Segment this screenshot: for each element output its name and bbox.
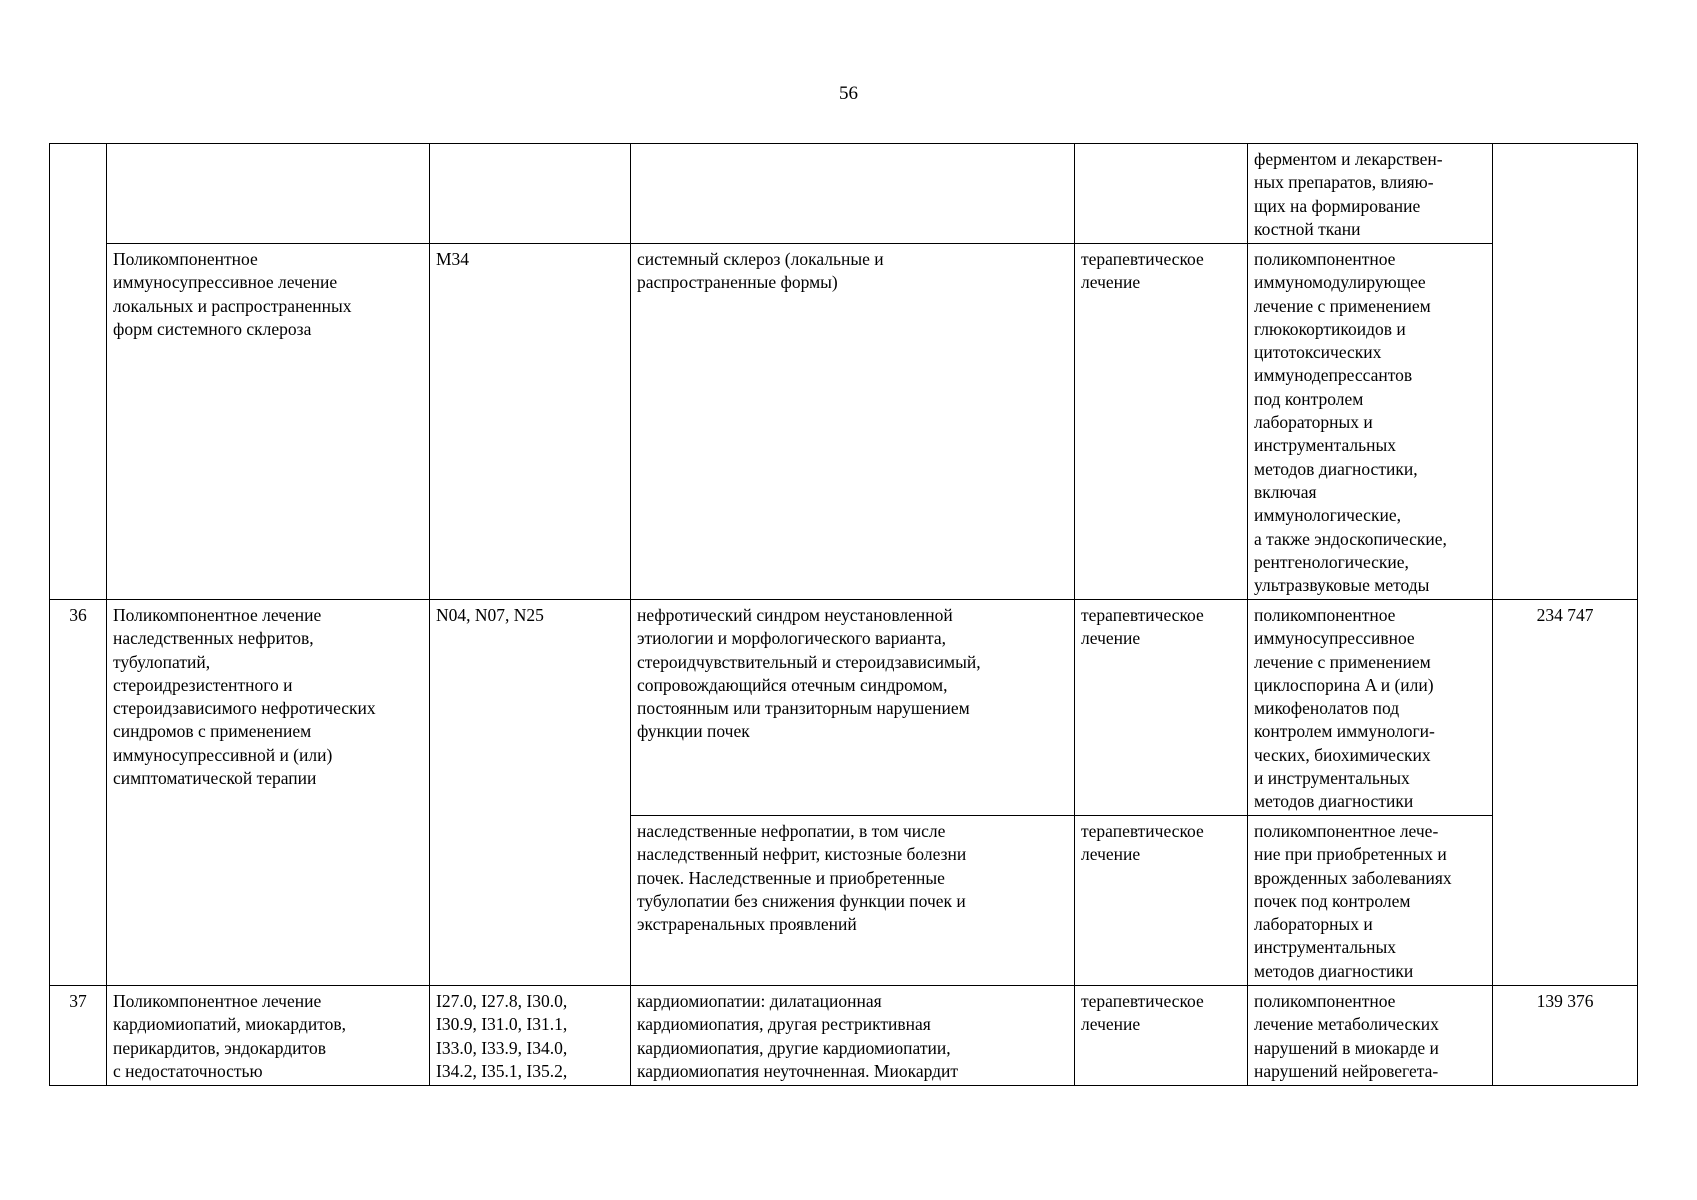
method-line: иммуномодулирующее <box>1254 272 1426 293</box>
model-line: кардиомиопатия, другие кардиомиопатии, <box>637 1037 951 1058</box>
model-line: стероидчувствительный и стероидзависимый, <box>637 651 981 672</box>
table-row-continuation <box>50 144 1638 244</box>
model-line: постоянным или транзиторным нарушением <box>637 698 970 719</box>
method-line: глюкокортикоидов и <box>1254 318 1406 339</box>
type-line: лечение <box>1081 628 1141 649</box>
method-line: микофенолатов под <box>1254 698 1400 719</box>
name-cell <box>107 244 430 600</box>
method-line: поликомпонентное <box>1254 249 1396 269</box>
model-cell <box>631 600 1075 816</box>
method-line: инструментальных <box>1254 435 1396 456</box>
method-line: лабораторных и <box>1254 914 1373 935</box>
code-cell <box>430 144 631 244</box>
model-line: кардиомиопатия, другая рестриктивная <box>637 1014 931 1035</box>
type-line: терапевтическое <box>1081 249 1204 269</box>
method-line: нарушений в миокарде и <box>1254 1037 1439 1058</box>
method-line: лечение метаболических <box>1254 1014 1439 1035</box>
method-line: методов диагностики <box>1254 960 1414 981</box>
method-line: иммуносупрессивное <box>1254 628 1415 649</box>
method-line: костной ткани <box>1254 218 1361 239</box>
name-line: стероидрезистентного и <box>113 674 293 695</box>
row-number: 37 <box>69 991 87 1011</box>
model-line: наследственный нефрит, кистозные болезни <box>637 844 967 865</box>
name-line: тубулопатий, <box>113 651 211 672</box>
name-line: наследственных нефритов, <box>113 628 314 649</box>
name-line: симптоматической терапии <box>113 768 317 789</box>
method-line: циклоспорина A и (или) <box>1254 674 1434 695</box>
type-line: лечение <box>1081 1014 1141 1035</box>
method-line: лабораторных и <box>1254 412 1373 433</box>
method-line: ультразвуковые методы <box>1254 575 1430 596</box>
code-cell <box>430 600 631 986</box>
type-cell <box>1075 144 1248 244</box>
code-cell <box>430 986 631 1086</box>
method-line: контролем иммунологи- <box>1254 721 1435 742</box>
method-line: поликомпонентное <box>1254 991 1396 1011</box>
model-line: нефротический синдром неустановленной <box>637 605 953 625</box>
row-number: 36 <box>69 605 87 625</box>
type-line: терапевтическое <box>1081 605 1204 625</box>
method-line: ферментом и лекарствен- <box>1254 149 1443 169</box>
name-cell <box>107 144 430 244</box>
name-line: кардиомиопатий, миокардитов, <box>113 1014 346 1035</box>
method-cell <box>1248 144 1493 244</box>
name-line: с недостаточностью <box>113 1060 263 1081</box>
price-value: 139 376 <box>1536 991 1594 1011</box>
name-line: Поликомпонентное лечение <box>113 991 322 1011</box>
code-line: M34 <box>436 249 470 269</box>
method-line: и инструментальных <box>1254 768 1410 789</box>
type-cell <box>1075 816 1248 986</box>
method-line: методов диагностики, <box>1254 458 1418 479</box>
model-line: системный склероз (локальные и <box>637 249 884 269</box>
code-line: I27.0, I27.8, I30.0, <box>436 991 568 1011</box>
type-line: терапевтическое <box>1081 991 1204 1011</box>
code-line: I30.9, I31.0, I31.1, <box>436 1014 568 1035</box>
name-cell <box>107 600 430 986</box>
price-cell <box>1493 144 1638 600</box>
code-cell <box>430 244 631 600</box>
model-cell <box>631 144 1075 244</box>
price-cell <box>1493 600 1638 986</box>
method-line: а также эндоскопические, <box>1254 528 1447 549</box>
model-line: функции почек <box>637 721 750 742</box>
table-row-systemic-sclerosis <box>50 244 1638 600</box>
type-cell <box>1075 986 1248 1086</box>
method-line: рентгенологические, <box>1254 551 1409 572</box>
name-line: Поликомпонентное лечение <box>113 605 322 625</box>
method-line: под контролем <box>1254 388 1364 409</box>
type-line: лечение <box>1081 844 1141 865</box>
method-line: инструментальных <box>1254 937 1396 958</box>
name-line: синдромов с применением <box>113 721 312 742</box>
name-line: перикардитов, эндокардитов <box>113 1037 326 1058</box>
method-line: ных препаратов, влияю- <box>1254 172 1434 193</box>
name-cell <box>107 986 430 1086</box>
model-line: этиологии и морфологического варианта, <box>637 628 947 649</box>
method-line: почек под контролем <box>1254 890 1411 911</box>
method-line: нарушений нейровегета- <box>1254 1060 1439 1081</box>
model-line: наследственные нефропатии, в том числе <box>637 821 946 841</box>
model-line: экстраренальных проявлений <box>637 914 857 935</box>
name-line: стероидзависимого нефротических <box>113 698 376 719</box>
name-line: локальных и распространенных <box>113 295 352 316</box>
model-line: кардиомиопатия неуточненная. Миокардит <box>637 1060 959 1081</box>
price-value: 234 747 <box>1536 605 1594 625</box>
model-cell <box>631 816 1075 986</box>
method-line: поликомпонентное лече- <box>1254 821 1439 841</box>
type-cell <box>1075 244 1248 600</box>
model-line: тубулопатии без снижения функции почек и <box>637 890 966 911</box>
method-line: ние при приобретенных и <box>1254 844 1447 865</box>
method-line: иммунологические, <box>1254 505 1401 526</box>
method-line: методов диагностики <box>1254 791 1414 812</box>
method-cell <box>1248 244 1493 600</box>
method-line: врожденных заболеваниях <box>1254 867 1452 888</box>
method-cell <box>1248 600 1493 816</box>
method-line: лечение с применением <box>1254 295 1431 316</box>
number-cell <box>50 144 107 600</box>
page-number: 56 <box>839 83 858 104</box>
type-line: терапевтическое <box>1081 821 1204 841</box>
model-line: сопровождающийся отечным синдромом, <box>637 674 948 695</box>
medical-care-table <box>49 143 1638 1086</box>
method-line: поликомпонентное <box>1254 605 1396 625</box>
code-line: I33.0, I33.9, I34.0, <box>436 1037 568 1058</box>
number-cell <box>50 986 107 1086</box>
model-cell <box>631 244 1075 600</box>
name-line: Поликомпонентное <box>113 249 258 269</box>
type-line: лечение <box>1081 272 1141 293</box>
price-cell <box>1493 986 1638 1086</box>
code-line: N04, N07, N25 <box>436 605 544 625</box>
model-line: распространенные формы) <box>637 272 838 293</box>
method-line: включая <box>1254 481 1317 502</box>
number-cell <box>50 600 107 986</box>
model-line: почек. Наследственные и приобретенные <box>637 867 945 888</box>
method-cell <box>1248 816 1493 986</box>
name-line: иммуносупрессивной и (или) <box>113 744 333 765</box>
method-line: иммунодепрессантов <box>1254 365 1413 386</box>
model-cell <box>631 986 1075 1086</box>
name-line: форм системного склероза <box>113 318 312 339</box>
table-row-36 <box>50 600 1638 816</box>
method-cell <box>1248 986 1493 1086</box>
method-line: ческих, биохимических <box>1254 744 1431 765</box>
method-line: цитотоксических <box>1254 342 1382 363</box>
name-line: иммуносупрессивное лечение <box>113 272 338 293</box>
method-line: лечение с применением <box>1254 651 1431 672</box>
method-line: щих на формирование <box>1254 195 1421 216</box>
table-row-37 <box>50 986 1638 1086</box>
code-line: I34.2, I35.1, I35.2, <box>436 1060 568 1081</box>
model-line: кардиомиопатии: дилатационная <box>637 991 882 1011</box>
type-cell <box>1075 600 1248 816</box>
